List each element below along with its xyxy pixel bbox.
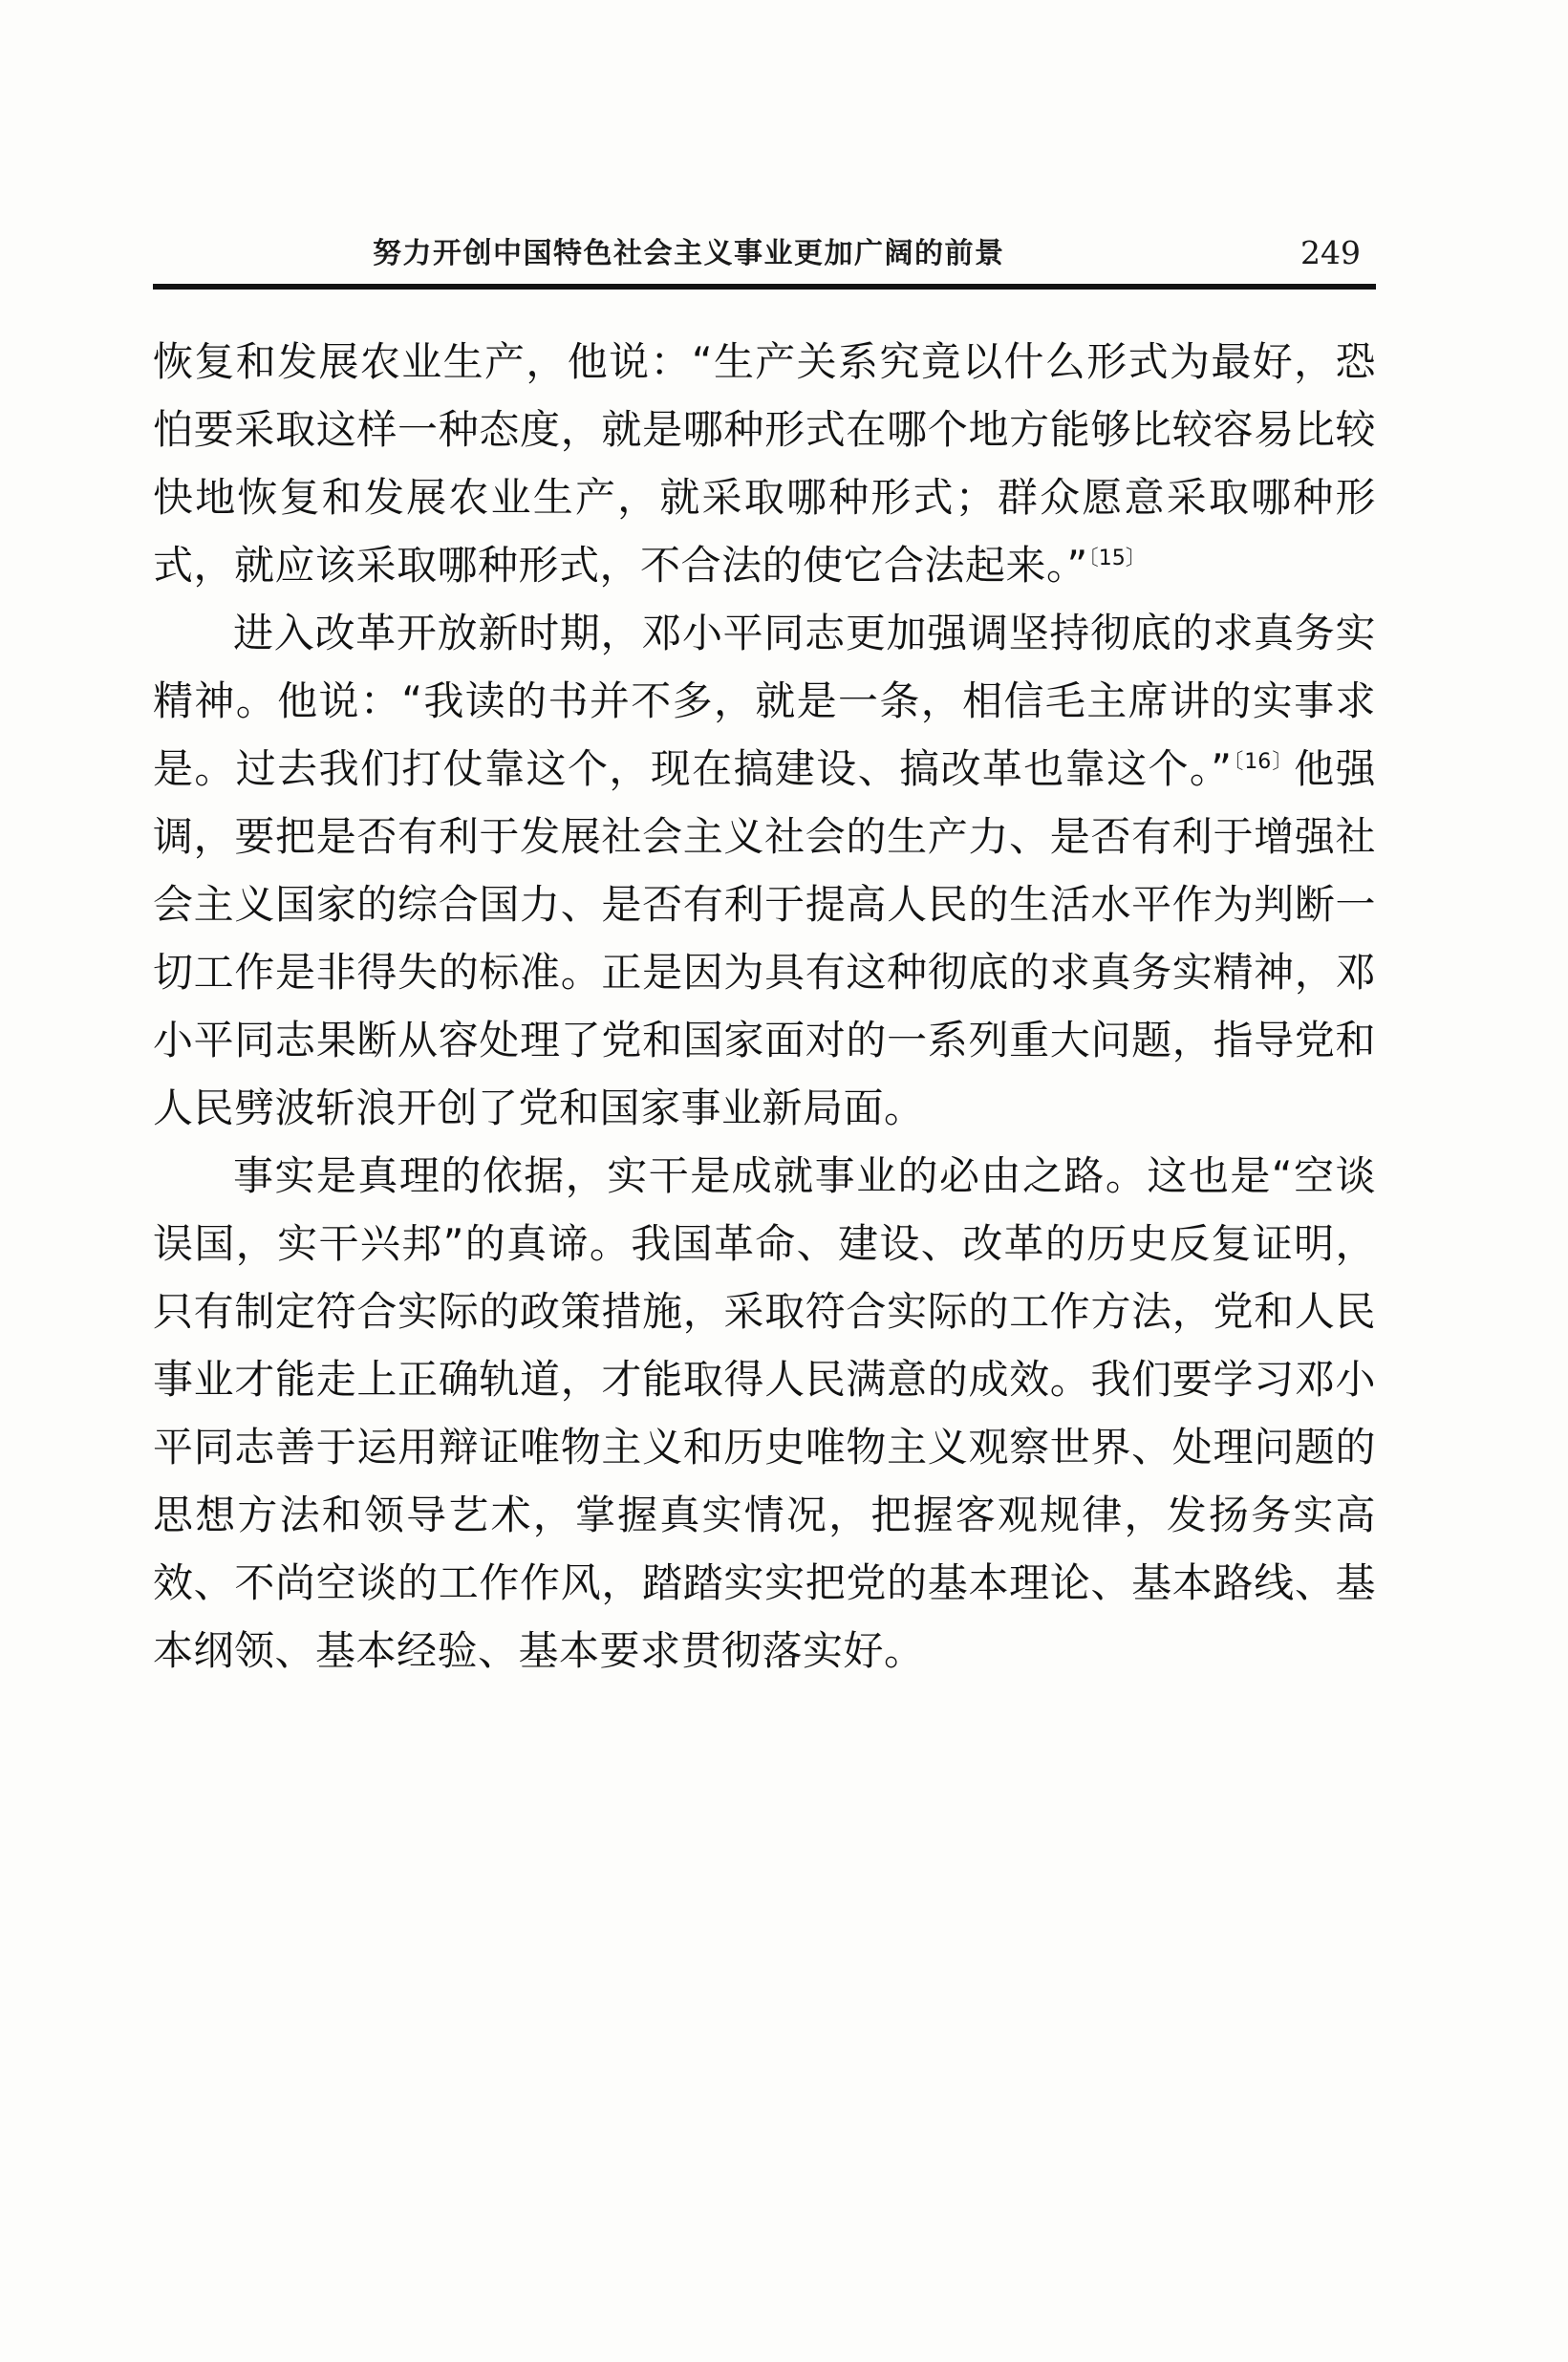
paragraph-tail: 他强调，要把是否有利于发展社会主义社会的生产力、是否有利于增强社会主义国家的综合国力、是否有利于提高人民的生活水平作为判断一切工作是非得失的标准。正是因为具有这种彻底的求真务实精神，邓小平同志果断从容处理了党和国家面对的一系列重大问题，指导党和人民劈波斩浪开创了党和国家事业新局面。 [153,745,1376,1131]
running-head-title: 努力开创中国特色社会主义事业更加广阔的前景 [373,237,1005,270]
paragraph-text: 进入改革开放新时期，邓小平同志更加强调坚持彻底的求真务实精神。他说：“我读的书并不多，就是一条，相信毛主席讲的实事求是。过去我们打仗靠这个，现在搞建设、搞改革也靠这个。” [153,610,1376,792]
paragraph [153,1142,1376,1685]
page-content-area [153,205,1376,1685]
footnote-marker: 〔15〕 [1087,547,1147,570]
body-text-column [153,328,1376,1685]
page-number: 249 [1300,234,1361,271]
page-header [153,205,1376,271]
paragraph-text: 恢复和发展农业生产，他说：“生产关系究竟以什么形式为最好，恐怕要采取这样一种态度，就是哪种形式在哪个地方能够比较容易比较快地恢复和发展农业生产，就采取哪种形式；群众愿意采取哪种形式，就应该采取哪种形式，不合法的使它合法起来。” [153,338,1376,589]
footnote-marker: 〔16〕 [1232,750,1295,774]
header-divider-rule [153,284,1376,290]
paragraph-text: 事实是真理的依据，实干是成就事业的必由之路。这也是“空谈误国，实干兴邦”的真谛。我国革命、建设、改革的历史反复证明，只有制定符合实际的政策措施，采取符合实际的工作方法，党和人民事业才能走上正确轨道，才能取得人民满意的成效。我们要学习邓小平同志善于运用辩证唯物主义和历史唯物主义观察世界、处理问题的思想方法和领导艺术，掌握真实情况，把握客观规律，发扬务实高效、不尚空谈的工作作风，踏踏实实把党的基本理论、基本路线、基本纲领、基本经验、基本要求贯彻落实好。 [153,1152,1376,1674]
paragraph [153,328,1376,599]
paragraph [153,599,1376,1142]
